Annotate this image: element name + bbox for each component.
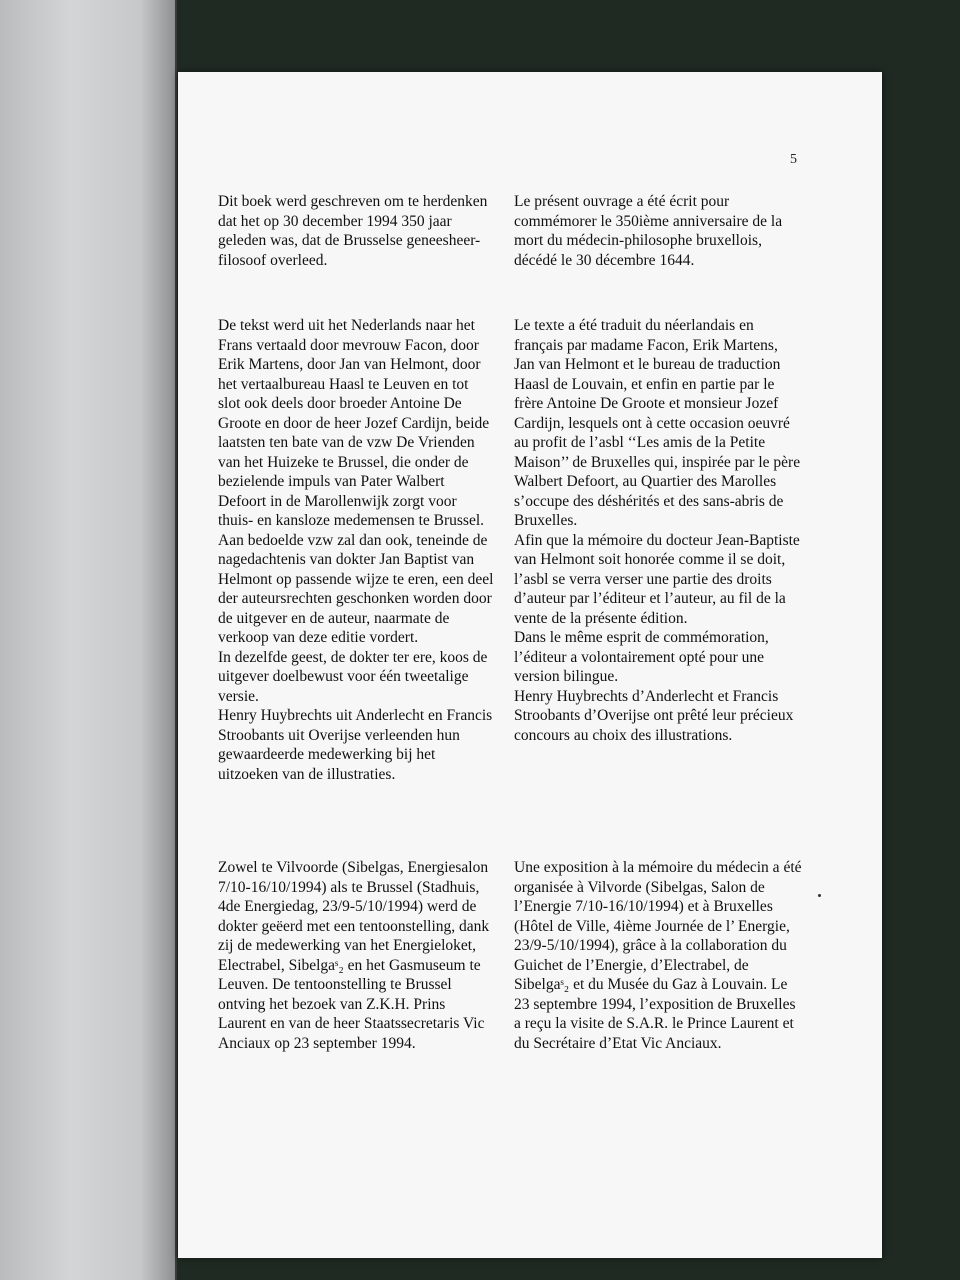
french-intro (514, 192, 802, 270)
facing-page (0, 0, 177, 1280)
dutch-paragraph: Aan bedoelde vzw zal dan ook, teneinde de nagedachtenis van dokter Jan Baptist van Helmont op passende wijze te eren, een deel der auteursrechten geschonken worden door de uitgever en de auteur, naarmate de verkoop van deze editie vordert. (218, 531, 494, 646)
french-intro-text: Le présent ouvrage a été écrit pour commémorer le 350ième anniversaire de la mort du médecin-philosophe bruxellois, décédé le 30 décembre 1644. (514, 193, 783, 269)
french-exhibition (514, 858, 802, 1053)
dutch-intro-text: Dit boek werd geschreven om te herdenken dat het op 30 december 1994 350 jaar geleden was, dat de Brusselse geneesheer-filosoof overleed. (218, 193, 488, 269)
french-paragraph: Afin que la mémoire du docteur Jean-Baptiste van Helmont soit honorée comme il se doit, l’asbl se verra verser une partie des droits d’auteur par l’éditeur et l’auteur, au fil de la vente de la présente édition. (514, 531, 800, 627)
page-number: 5 (790, 152, 797, 167)
french-exhibition-text: Une exposition à la mémoire du médecin a été organisée à Vilvorde (Sibelgas, Salon de l’Energie 7/10-16/10/1994) et à Bruxelles (Hôtel de Ville, 4ième Journée de l’ Energie, 23/9-5/10/1994), grâce à la collaboration du Guichet de l’Energie, d’Electrabel, de Sibelgaˢ₂ et du Musée du Gaz à Louvain. Le 23 septembre 1994, l’exposition de Bruxelles a reçu la visite de S.A.R. le Prince Laurent et du Secrétaire d’Etat Vic Anciaux. (514, 859, 802, 1052)
dutch-paragraph: In dezelfde geest, de dokter ter ere, koos de uitgever doelbewust voor één tweetalige versie. (218, 648, 488, 705)
french-body (514, 316, 802, 745)
dutch-intro (218, 192, 494, 270)
french-paragraph: Le texte a été traduit du néerlandais en français par madame Facon, Erik Martens, Jan van Helmont et le bureau de traduction Haasl de Louvain, et enfin en partie par le frère Antoine De Groote et monsieur Jozef Cardijn, lesquels ont à cette occasion oeuvré au profit de l’asbl ‘‘Les amis de la Petite Maison’’ de Bruxelles qui, inspirée par le père Walbert Defoort, au Quartier des Marolles s’occupe des déshérités et des sans-abris de Bruxelles. (514, 317, 801, 529)
book-page (178, 72, 882, 1258)
french-paragraph: Dans le même esprit de commémoration, l’éditeur a volontairement opté pour une version bilingue. (514, 629, 769, 685)
dutch-paragraph: Henry Huybrechts uit Anderlecht en Francis Stroobants uit Overijse verleenden hun gewaardeerde medewerking bij het uitzoeken van de illustraties. (218, 707, 493, 783)
dutch-paragraph: De tekst werd uit het Nederlands naar het Frans vertaald door mevrouw Facon, door Erik Martens, door Jan van Helmont, door het vertaalbureau Haasl te Leuven en tot slot ook deels door broeder Antoine De Groote en door de heer Jozef Cardijn, beide laatsten ten bate van de vzw De Vrienden van het Huizeke te Brussel, die onder de bezielende impuls van Pater Walbert Defoort in de Marollenwijk zorgt voor thuis- en kansloze medemensen te Brussel. (218, 317, 490, 529)
french-paragraph: Henry Huybrechts d’Anderlecht et Francis Stroobants d’Overijse ont prêté leur précieux concours au choix des illustrations. (514, 687, 794, 744)
dutch-exhibition-text: Zowel te Vilvoorde (Sibelgas, Energiesalon 7/10-16/10/1994) als te Brussel (Stadhuis, 4de Energiedag, 23/9-5/10/1994) werd de dokter geëerd met een tentoonstelling, dank zij de medewerking van het Energieloket, Electrabel, Sibelgaˢ₂ en het Gasmuseum te Leuven. De tentoonstelling te Brussel ontving het bezoek van Z.K.H. Prins Laurent en van de heer Staatssecretaris Vic Anciaux op 23 september 1994. (218, 859, 490, 1052)
dutch-body (218, 316, 494, 784)
ink-dot (818, 894, 821, 897)
dutch-exhibition (218, 858, 494, 1053)
